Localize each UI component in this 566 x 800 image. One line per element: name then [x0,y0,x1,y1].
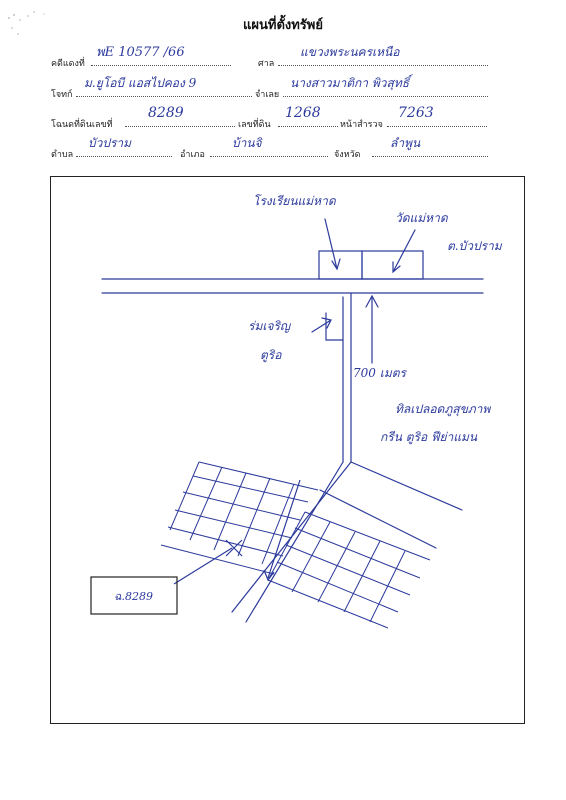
distance-arrow [366,296,378,363]
land-no-value: 1268 [285,105,321,121]
court-value: แขวงพระนครเหนือ [300,45,400,59]
case-value: พE 10577 /66 [96,45,185,60]
plaintiff-label: โจทก์ [51,90,73,100]
school-arrow [325,219,340,269]
subdistrict-value: บัวปราม [88,136,132,150]
case-label: คดีแดงที่ [51,59,85,69]
province-value: ลำพูน [390,136,421,150]
parcel-label: ฉ.8289 [114,590,153,603]
diag-road-d [320,490,436,548]
temple-label: วัดแม่หาด [395,211,448,225]
shop-arrow [312,318,331,332]
plaintiff-value: ม.ยูโอบี แอสไปคอง 9 [84,76,197,90]
survey-label: หน้าสำรวจ [340,120,383,130]
district-label: อำเภอ [180,150,205,160]
diag-road-a [246,462,343,622]
shop-label-1: ร่มเจริญ [248,319,291,333]
subdistrict-label: ตำบล [51,150,74,160]
distance-label: 700 เมตร [353,366,406,380]
shop-label-2: ตูริอ [260,348,282,362]
school-label: โรงเรียนแม่หาด [253,194,336,208]
defendant-label: จำเลย [255,90,280,100]
province-label: จังหวัด [334,150,361,160]
land-no-label: เลขที่ดิน [238,120,271,130]
parcel-pointer [174,548,232,584]
village-label-2: กรีน ตูริอ ฟีย่าแมน [380,430,478,444]
grid-block-upper-left [161,462,318,574]
district-value: บ้านจิ [232,136,262,150]
temple-sub-label: ต.บัวปราม [447,239,502,253]
parcel-x-mark [226,540,242,556]
village-label-1: ทิลเปลอดภูสุขภาพ [395,402,491,416]
diag-road-c [351,462,462,510]
shop-box [326,313,343,340]
deed-value: 8289 [148,105,184,121]
grid-block-lower-right [268,512,430,628]
page-title: แผนที่ตั้งทรัพย์ [243,18,323,33]
defendant-value: นางสาวมาติกา พิวสุทธิ์ [290,76,410,90]
school-building [319,251,362,279]
survey-value: 7263 [398,105,434,121]
deed-label: โฉนดที่ดินเลขที่ [51,120,113,130]
court-label: ศาล [258,59,275,69]
